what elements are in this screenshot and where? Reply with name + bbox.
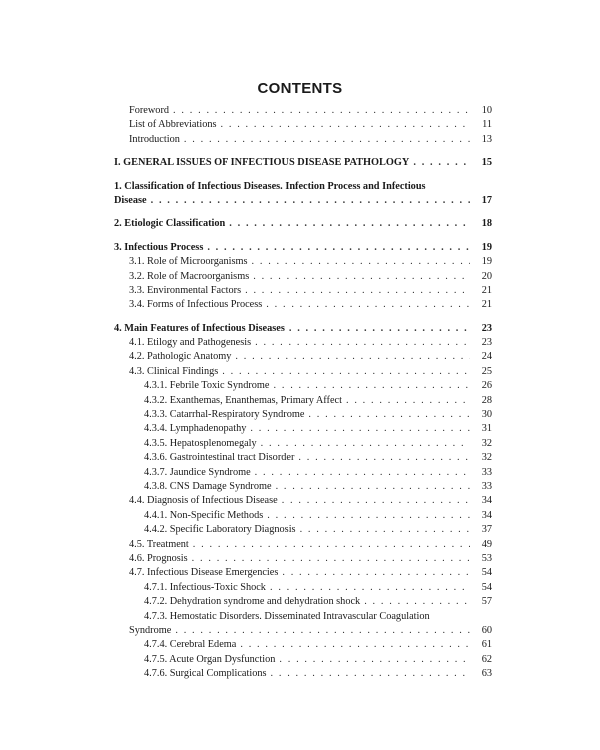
page-title: CONTENTS: [257, 80, 343, 97]
toc-entry[interactable]: [114, 566, 492, 580]
toc-chapter-heading[interactable]: [114, 180, 492, 209]
dot-leader: [364, 595, 470, 609]
toc-entry-title-line1: 1. Classification of Infectious Diseases. Infection Process and Infectious: [114, 180, 426, 192]
dot-leader: [261, 437, 470, 451]
toc-entry[interactable]: [114, 466, 492, 480]
toc-chapter-heading[interactable]: [114, 241, 492, 255]
toc-entry-title: 4.7.5. Acute Organ Dysfunction: [144, 653, 276, 665]
toc-entry-title-line2: Syndrome: [129, 624, 172, 636]
toc-entry-line2: [114, 624, 492, 638]
toc-entry-title: I. GENERAL ISSUES OF INFECTIOUS DISEASE PATHOLOGY: [114, 157, 410, 169]
toc-entry-page: 49: [481, 538, 492, 550]
toc-entry[interactable]: [114, 523, 492, 537]
toc-entry-title-line1: 4.7.3. Hemostatic Disorders. Disseminated Intravascular Coagulation: [144, 610, 430, 622]
toc-entry-title: 4.3.1. Febrile Toxic Syndrome: [144, 380, 270, 392]
toc-entry-page: 30: [481, 409, 492, 421]
dot-leader: [300, 523, 470, 537]
toc-entry[interactable]: [114, 336, 492, 350]
toc-entry[interactable]: [114, 437, 492, 451]
toc-entry[interactable]: [114, 379, 492, 393]
toc-entry[interactable]: [114, 480, 492, 494]
toc-entry-title: 4.3.5. Hepatosplenomegaly: [144, 437, 257, 449]
toc-entry[interactable]: [114, 104, 492, 118]
toc-entry-page: 33: [481, 466, 492, 478]
toc-entry[interactable]: [114, 667, 492, 681]
toc-entry-page: 34: [481, 509, 492, 521]
dot-leader: [184, 133, 470, 147]
dot-leader: [266, 298, 470, 312]
toc-entry-page: 28: [481, 394, 492, 406]
toc-entry-page: 23: [481, 322, 492, 334]
dot-leader: [289, 322, 470, 336]
toc-entry-page: 57: [481, 596, 492, 608]
toc-entry-title: 3. Infectious Process: [114, 241, 204, 253]
dot-leader: [274, 379, 471, 393]
toc-entry-title: 4.3.6. Gastrointestinal tract Disorder: [144, 452, 295, 464]
dot-leader: [279, 653, 470, 667]
toc-entry-title: 4.3.4. Lymphadenopathy: [144, 423, 247, 435]
toc-entry-page: 37: [481, 524, 492, 536]
toc-entry-title: 3.3. Environmental Factors: [129, 284, 242, 296]
dot-leader: [255, 336, 470, 350]
toc-entry-title: 4.6. Prognosis: [129, 552, 188, 564]
dot-leader: [173, 104, 470, 118]
toc-entry-title: 4.7.1. Infectious-Toxic Shock: [144, 581, 266, 593]
toc-entry-title: List of Abbreviations: [129, 119, 217, 131]
toc-entry-title: Introduction: [129, 133, 180, 145]
toc-entry-title: 4.7.6. Surgical Complications: [144, 668, 267, 680]
toc-entry-title: 4.2. Pathologic Anatomy: [129, 351, 232, 363]
toc-entry-page: 54: [481, 567, 492, 579]
toc-entry-title: 2. Etiologic Classification: [114, 218, 226, 230]
table-of-contents: [114, 104, 492, 681]
toc-entry-title: 4.4.1. Non-Specific Methods: [144, 509, 264, 521]
toc-entry-page: 19: [481, 256, 492, 268]
toc-entry-title: 4.7.4. Cerebral Edema: [144, 639, 237, 651]
toc-entry[interactable]: [114, 653, 492, 667]
dot-leader: [235, 350, 470, 364]
dot-leader: [250, 422, 470, 436]
toc-entry-page: 10: [481, 105, 492, 116]
toc-entry[interactable]: [114, 133, 492, 147]
dot-leader: [245, 284, 470, 298]
toc-entry[interactable]: [114, 118, 492, 132]
toc-entry-page: 21: [481, 284, 492, 296]
toc-entry[interactable]: [114, 270, 492, 284]
toc-entry[interactable]: [114, 538, 492, 552]
dot-leader: [221, 118, 470, 132]
dot-leader: [151, 194, 470, 208]
toc-entry-title: 4.3.2. Exanthemas, Enanthemas, Primary Affect: [144, 394, 342, 406]
toc-entry[interactable]: [114, 422, 492, 436]
dot-leader: [270, 581, 470, 595]
dot-leader: [175, 624, 470, 638]
toc-entry-page: 62: [481, 653, 492, 665]
toc-entry-page: 61: [481, 639, 492, 651]
dot-leader: [298, 451, 470, 465]
toc-entry[interactable]: [114, 284, 492, 298]
toc-entry-title: 3.1. Role of Microorganisms: [129, 256, 248, 268]
toc-entry-page: 24: [481, 351, 492, 363]
toc-entry-title: Foreword: [129, 105, 170, 116]
toc-entry-page: 33: [481, 480, 492, 492]
toc-entry-page: 21: [481, 299, 492, 311]
toc-entry-page: 20: [481, 270, 492, 282]
toc-entry-page: 13: [481, 133, 492, 145]
toc-entry-title: 4.4.2. Specific Laboratory Diagnosis: [144, 524, 296, 536]
toc-entry-page: 54: [481, 581, 492, 593]
toc-entry-title: 4.4. Diagnosis of Infectious Disease: [129, 495, 278, 507]
toc-entry[interactable]: [114, 552, 492, 566]
toc-entry-title: 4.3.7. Jaundice Syndrome: [144, 466, 251, 478]
dot-leader: [346, 394, 470, 408]
toc-entry-title: 4.1. Etilogy and Pathogenesis: [129, 337, 252, 349]
toc-entry-title-line2: Disease: [114, 194, 147, 206]
toc-entry-page: 18: [481, 218, 492, 230]
toc-entry-title: 4.3. Clinical Findings: [129, 365, 219, 377]
toc-entry[interactable]: [114, 394, 492, 408]
dot-leader: [229, 217, 470, 231]
toc-entry[interactable]: [114, 638, 492, 652]
toc-entry[interactable]: [114, 581, 492, 595]
toc-entry-line2: [114, 194, 492, 208]
dot-leader: [271, 667, 470, 681]
toc-entry-page: 63: [481, 668, 492, 680]
dot-leader: [222, 365, 470, 379]
toc-entry-page: 23: [481, 337, 492, 349]
toc-entry-page: 60: [481, 624, 492, 636]
dot-leader: [308, 408, 470, 422]
toc-entry-page: 53: [481, 552, 492, 564]
dot-leader: [282, 494, 470, 508]
dot-leader: [253, 270, 470, 284]
toc-chapter-heading[interactable]: [114, 217, 492, 231]
toc-entry[interactable]: [114, 610, 492, 639]
toc-entry-title: 4.3.3. Catarrhal-Respiratory Syndrome: [144, 409, 305, 421]
toc-entry-page: 32: [481, 452, 492, 464]
toc-entry[interactable]: [114, 298, 492, 312]
toc-entry[interactable]: [114, 494, 492, 508]
dot-leader: [413, 156, 470, 170]
toc-entry-title: 3.2. Role of Macroorganisms: [129, 270, 250, 282]
toc-entry-page: 11: [482, 119, 492, 131]
toc-entry-title: 4.5. Treatment: [129, 538, 189, 550]
dot-leader: [267, 509, 470, 523]
toc-entry-page: 25: [481, 365, 492, 377]
toc-entry[interactable]: [114, 509, 492, 523]
dot-leader: [193, 538, 470, 552]
toc-entry-page: 34: [481, 495, 492, 507]
dot-leader: [276, 480, 470, 494]
toc-entry[interactable]: [114, 408, 492, 422]
toc-entry-title: 4.7. Infectious Disease Emergencies: [129, 567, 279, 579]
dot-leader: [240, 638, 470, 652]
toc-part-heading[interactable]: [114, 156, 492, 170]
toc-entry[interactable]: [114, 451, 492, 465]
toc-entry-page: 15: [481, 157, 492, 169]
toc-entry-title: 4.7.2. Dehydration syndrome and dehydration shock: [144, 596, 361, 608]
toc-entry-title: 3.4. Forms of Infectious Process: [129, 299, 263, 311]
dot-leader: [282, 566, 470, 580]
toc-entry-page: 32: [481, 437, 492, 449]
toc-entry-title: 4. Main Features of Infectious Diseases: [114, 322, 285, 334]
dot-leader: [252, 255, 471, 269]
dot-leader: [207, 241, 470, 255]
toc-entry-page: 19: [481, 241, 492, 253]
toc-entry-page: 31: [481, 423, 492, 435]
toc-entry[interactable]: [114, 365, 492, 379]
dot-leader: [192, 552, 470, 566]
toc-entry-page: 17: [481, 194, 492, 206]
toc-chapter-heading[interactable]: [114, 322, 492, 336]
toc-entry[interactable]: [114, 350, 492, 364]
toc-entry-page: 26: [481, 380, 492, 392]
dot-leader: [255, 466, 470, 480]
toc-entry[interactable]: [114, 595, 492, 609]
toc-entry[interactable]: [114, 255, 492, 269]
toc-entry-title: 4.3.8. CNS Damage Syndrome: [144, 480, 272, 492]
